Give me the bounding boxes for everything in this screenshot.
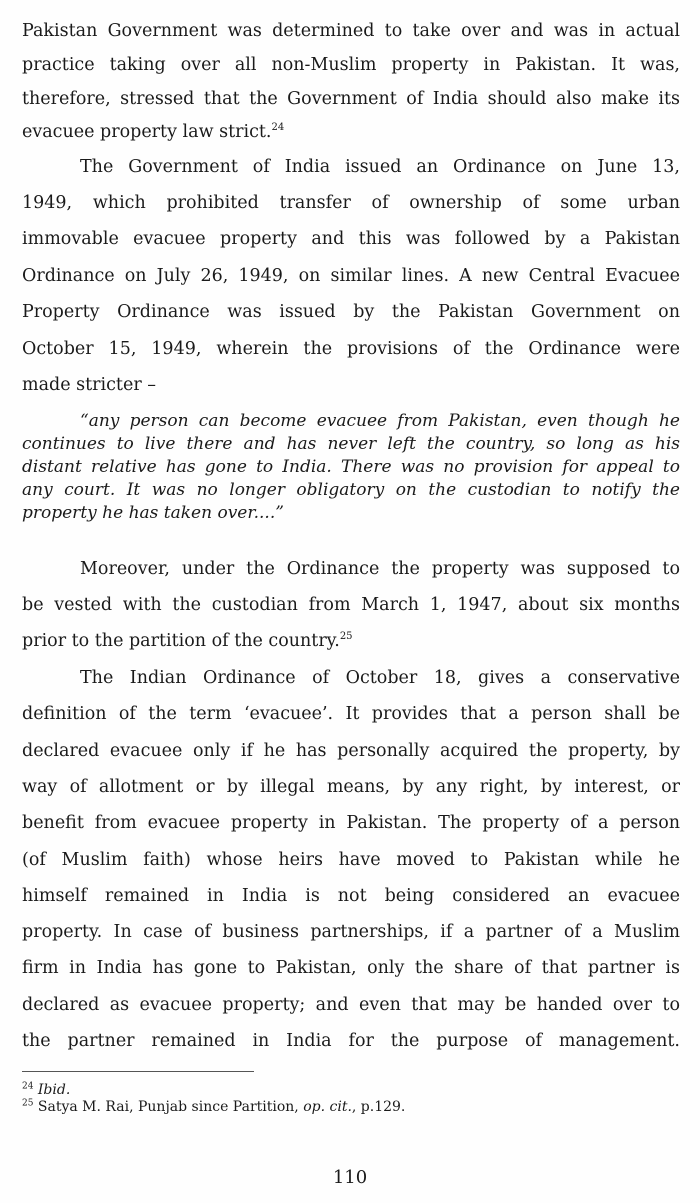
footnote-24: [22, 1082, 70, 1098]
text-line: Moreover, under the Ordinance the property was supposed to: [80, 559, 680, 579]
footnote-ref-24[interactable]: 24: [271, 122, 285, 134]
text-line: Ordinance on July 26, 1949, on similar lines. A new Central Evacuee: [22, 266, 680, 286]
footnote-text-italic: op. cit.: [303, 1099, 352, 1115]
text-line: property. In case of business partnerships, if a partner of a Muslim: [22, 922, 680, 942]
footnote-text-after: , p.129.: [351, 1099, 406, 1115]
quote-line: property he has taken over....”: [22, 503, 284, 523]
text-line: 1949, which prohibited transfer of ownership of some urban: [22, 193, 680, 213]
text-line: The Indian Ordinance of October 18, gives a conservative: [80, 668, 680, 688]
text-line: way of allotment or by illegal means, by any right, by interest, or: [22, 777, 680, 797]
footnote-number: 24: [22, 1081, 34, 1092]
text-line: Property Ordinance was issued by the Pakistan Government on: [22, 302, 680, 322]
footnote-ref-25[interactable]: 25: [339, 631, 353, 643]
text-line: The Government of India issued an Ordinance on June 13,: [80, 157, 680, 177]
text-line: practice taking over all non-Muslim property in Pakistan. It was,: [22, 55, 680, 75]
text-line: definition of the term ‘evacuee’. It provides that a person shall be: [22, 704, 680, 724]
text-line: Pakistan Government was determined to take over and was in actual: [22, 21, 680, 41]
text-segment: prior to the partition of the country.: [22, 631, 340, 651]
text-line: himself remained in India is not being considered an evacuee: [22, 886, 680, 906]
text-segment: evacuee property law strict.: [22, 122, 272, 142]
footnote-divider: [22, 1071, 254, 1072]
page-number: 110: [332, 1167, 368, 1188]
text-line: (of Muslim faith) whose heirs have moved to Pakistan while he: [22, 850, 680, 870]
text-line: be vested with the custodian from March 1, 1947, about six months: [22, 595, 680, 615]
text-line: therefore, stressed that the Government of India should also make its: [22, 89, 680, 109]
footnote-text-italic: Ibid.: [37, 1082, 71, 1098]
text-line: declared as evacuee property; and even that may be handed over to: [22, 995, 680, 1015]
footnote-number: 25: [22, 1098, 34, 1109]
quote-line: any court. It was no longer obligatory on the custodian to notify the: [22, 480, 680, 500]
text-line: made stricter –: [22, 375, 156, 395]
text-line: [22, 121, 680, 143]
text-line: immovable evacuee property and this was followed by a Pakistan: [22, 229, 680, 249]
quote-line: distant relative has gone to India. There was no provision for appeal to: [22, 457, 680, 477]
footnote-text: Satya M. Rai, Punjab since Partition,: [37, 1099, 304, 1115]
text-line: the partner remained in India for the purpose of management.: [22, 1031, 680, 1051]
text-line: firm in India has gone to Pakistan, only the share of that partner is: [22, 958, 680, 978]
text-line: October 15, 1949, wherein the provisions of the Ordinance were: [22, 339, 680, 359]
text-line: benefit from evacuee property in Pakistan. The property of a person: [22, 813, 680, 833]
text-line: [22, 630, 680, 652]
quote-line: continues to live there and has never left the country, so long as his: [22, 434, 680, 454]
text-line: declared evacuee only if he has personally acquired the property, by: [22, 741, 680, 761]
quote-line: “any person can become evacuee from Pakistan, even though he: [80, 411, 680, 431]
footnote-25: [22, 1099, 405, 1115]
